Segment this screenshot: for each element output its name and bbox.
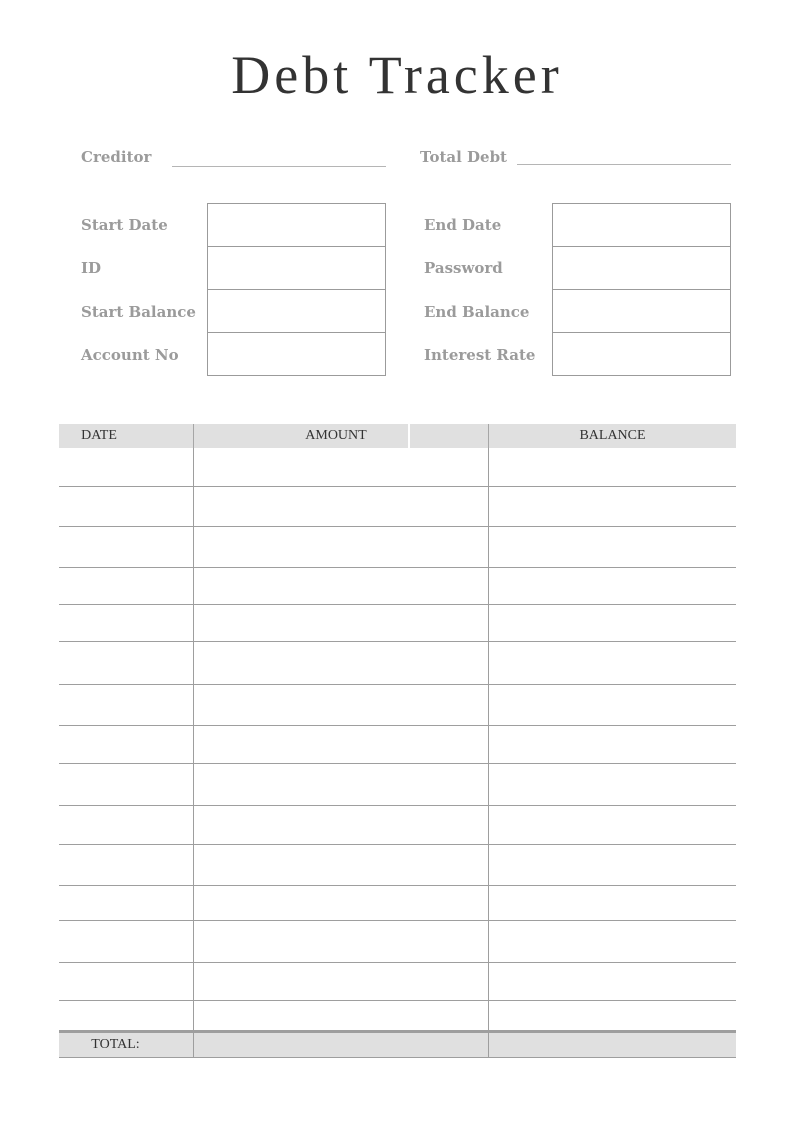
id-label: ID xyxy=(81,259,102,277)
start-date-label: Start Date xyxy=(81,216,168,234)
amount-cell[interactable] xyxy=(194,921,488,962)
amount-cell[interactable] xyxy=(194,487,488,526)
balance-cell[interactable] xyxy=(489,527,736,567)
date-cell[interactable] xyxy=(59,605,193,641)
date-cell[interactable] xyxy=(59,963,193,1000)
debt-ledger-table xyxy=(59,424,736,1058)
interest-rate-label: Interest Rate xyxy=(424,346,536,364)
start-balance-label: Start Balance xyxy=(81,303,196,321)
amount-cell[interactable] xyxy=(194,886,488,920)
amount-cell[interactable] xyxy=(194,963,488,1000)
table-row[interactable] xyxy=(59,764,736,806)
balance-cell[interactable] xyxy=(489,963,736,1000)
balance-cell[interactable] xyxy=(489,685,736,725)
amount-cell[interactable] xyxy=(194,448,488,486)
left-field-boxes xyxy=(207,203,386,376)
page-title: Debt Tracker xyxy=(231,45,563,105)
password-field[interactable] xyxy=(552,246,731,290)
amount-cell[interactable] xyxy=(194,764,488,805)
table-row[interactable] xyxy=(59,1001,736,1031)
creditor-label: Creditor xyxy=(81,148,152,166)
table-footer xyxy=(59,1031,736,1058)
table-body xyxy=(59,448,736,1031)
header-gap xyxy=(408,424,410,448)
footer-divider xyxy=(488,1033,489,1057)
end-date-label: End Date xyxy=(424,216,502,234)
table-row[interactable] xyxy=(59,642,736,685)
balance-cell[interactable] xyxy=(489,764,736,805)
start-balance-field[interactable] xyxy=(207,289,386,333)
amount-cell[interactable] xyxy=(194,568,488,604)
table-row[interactable] xyxy=(59,845,736,886)
date-cell[interactable] xyxy=(59,921,193,962)
total-debt-field[interactable] xyxy=(517,164,731,165)
amount-cell[interactable] xyxy=(194,642,488,684)
end-balance-label: End Balance xyxy=(424,303,530,321)
account-no-field[interactable] xyxy=(207,332,386,376)
date-cell[interactable] xyxy=(59,806,193,844)
table-row[interactable] xyxy=(59,963,736,1001)
table-header xyxy=(59,424,736,448)
amount-cell[interactable] xyxy=(194,1001,488,1030)
balance-cell[interactable] xyxy=(489,921,736,962)
id-field[interactable] xyxy=(207,246,386,290)
amount-cell[interactable] xyxy=(194,845,488,885)
amount-column-header: AMOUNT xyxy=(305,428,367,443)
end-balance-field[interactable] xyxy=(552,289,731,333)
table-row[interactable] xyxy=(59,605,736,642)
balance-cell[interactable] xyxy=(489,845,736,885)
date-cell[interactable] xyxy=(59,685,193,725)
date-cell[interactable] xyxy=(59,487,193,526)
date-cell[interactable] xyxy=(59,886,193,920)
end-date-field[interactable] xyxy=(552,203,731,247)
date-cell[interactable] xyxy=(59,527,193,567)
date-cell[interactable] xyxy=(59,726,193,763)
date-cell[interactable] xyxy=(59,764,193,805)
balance-cell[interactable] xyxy=(489,726,736,763)
date-cell[interactable] xyxy=(59,1001,193,1030)
account-no-label: Account No xyxy=(81,346,179,364)
date-cell[interactable] xyxy=(59,448,193,486)
date-cell[interactable] xyxy=(59,568,193,604)
balance-column-header: BALANCE xyxy=(579,428,646,443)
date-cell[interactable] xyxy=(59,845,193,885)
balance-cell[interactable] xyxy=(489,1001,736,1030)
amount-cell[interactable] xyxy=(194,806,488,844)
balance-cell[interactable] xyxy=(489,568,736,604)
total-label: TOTAL: xyxy=(91,1037,140,1052)
table-row[interactable] xyxy=(59,568,736,605)
balance-cell[interactable] xyxy=(489,642,736,684)
table-row[interactable] xyxy=(59,806,736,845)
table-row[interactable] xyxy=(59,448,736,487)
table-row[interactable] xyxy=(59,685,736,726)
balance-cell[interactable] xyxy=(489,886,736,920)
balance-cell[interactable] xyxy=(489,448,736,486)
interest-rate-field[interactable] xyxy=(552,332,731,376)
balance-cell[interactable] xyxy=(489,806,736,844)
right-field-boxes xyxy=(552,203,731,376)
date-column-header: DATE xyxy=(81,428,117,443)
creditor-field[interactable] xyxy=(172,166,386,167)
balance-cell[interactable] xyxy=(489,605,736,641)
amount-cell[interactable] xyxy=(194,605,488,641)
start-date-field[interactable] xyxy=(207,203,386,247)
balance-cell[interactable] xyxy=(489,487,736,526)
total-debt-label: Total Debt xyxy=(420,148,507,166)
table-row[interactable] xyxy=(59,921,736,963)
amount-cell[interactable] xyxy=(194,726,488,763)
table-row[interactable] xyxy=(59,726,736,764)
password-label: Password xyxy=(424,259,503,277)
table-row[interactable] xyxy=(59,487,736,527)
amount-cell[interactable] xyxy=(194,527,488,567)
table-row[interactable] xyxy=(59,886,736,921)
footer-divider xyxy=(193,1033,194,1057)
table-row[interactable] xyxy=(59,527,736,568)
date-cell[interactable] xyxy=(59,642,193,684)
amount-cell[interactable] xyxy=(194,685,488,725)
